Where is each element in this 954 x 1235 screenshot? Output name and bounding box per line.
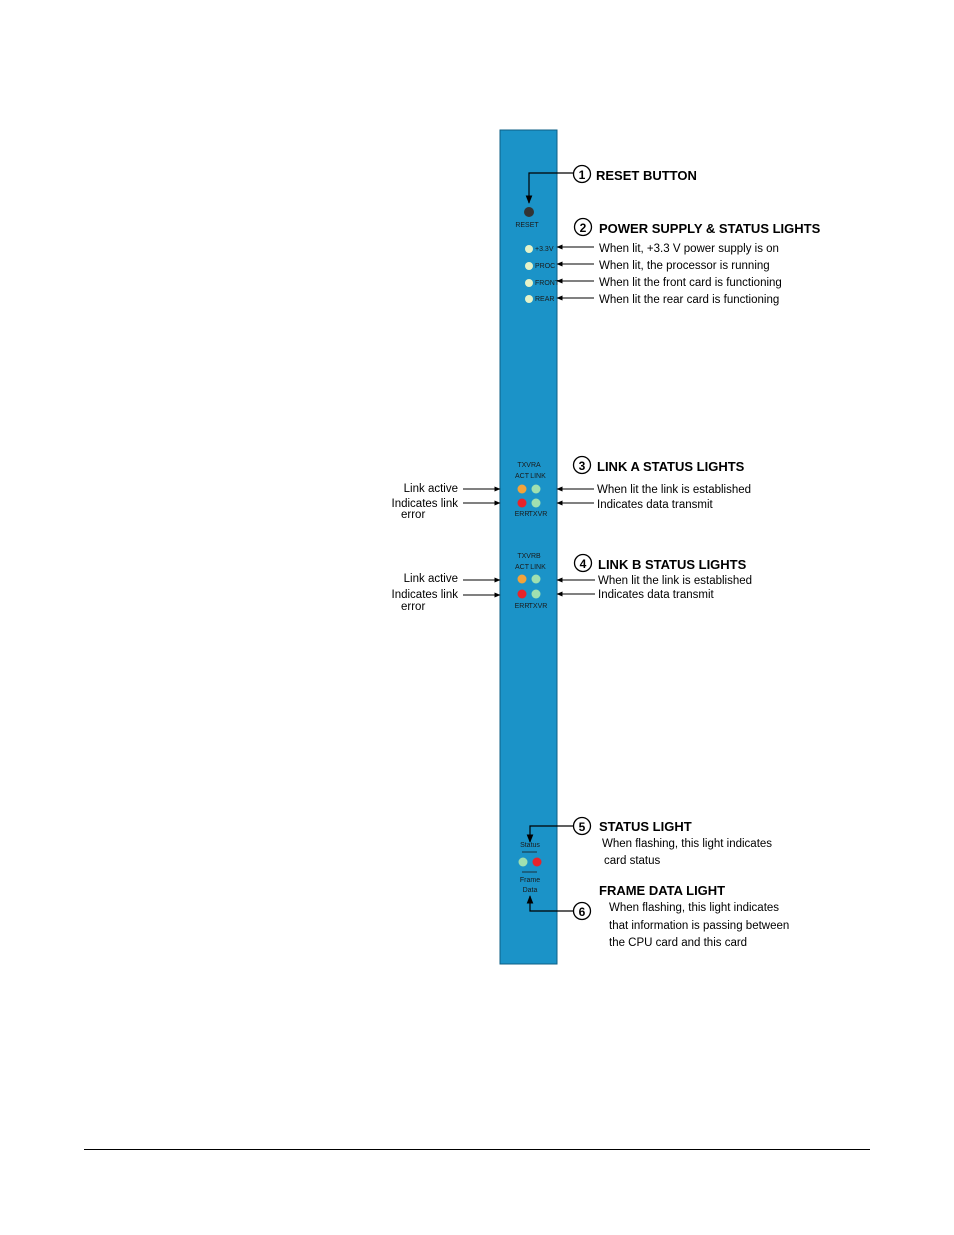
link-b-desc-2: Indicates data transmit (598, 589, 714, 601)
callout-2-title: POWER SUPPLY & STATUS LIGHTS (599, 221, 821, 236)
frame-label-2: Data (522, 887, 538, 894)
callout-5-number: 5 (578, 820, 586, 834)
callout-3-title: LINK A STATUS LIGHTS (597, 459, 745, 474)
link-a-header: TXVRA (517, 462, 541, 469)
link-b-left-3: error (401, 601, 426, 613)
led-link-a-txvr (532, 499, 541, 508)
power-desc-3: When lit the front card is functioning (599, 277, 782, 289)
callout-4-title: LINK B STATUS LIGHTS (598, 557, 747, 572)
link-b-err-label: ERR (514, 603, 530, 610)
led-frame-data (519, 858, 528, 867)
led-rear-label: REAR (535, 296, 555, 303)
link-a-left-2: Indicates link (391, 498, 458, 510)
reset-button[interactable] (524, 207, 534, 217)
link-b-act-label: ACT (515, 564, 529, 571)
link-b-left-1: Link active (403, 573, 458, 585)
link-a-left-3: error (401, 509, 426, 521)
link-a-desc-2: Indicates data transmit (597, 499, 713, 511)
link-b-txvr-label: TXVR (528, 603, 548, 610)
callout-2-number: 2 (579, 221, 587, 235)
callout-1-title: RESET BUTTON (596, 168, 697, 183)
card-panel (500, 130, 557, 964)
led-link-a-err (518, 499, 527, 508)
led-status (533, 858, 542, 867)
led-front (525, 279, 533, 287)
link-a-err-label: ERR (514, 511, 530, 518)
link-b-desc-1: When lit the link is established (598, 575, 753, 587)
reset-label: RESET (515, 222, 539, 229)
callout-1-number: 1 (578, 168, 586, 182)
led-link-a-link (532, 485, 541, 494)
led-link-b-txvr (532, 590, 541, 599)
link-a-txvr-label: TXVR (528, 511, 548, 518)
callout-5-title: STATUS LIGHT (599, 819, 692, 834)
frame-label-1: Frame (519, 877, 541, 884)
led-link-b-act (518, 575, 527, 584)
link-b-left-2: Indicates link (391, 589, 458, 601)
led-proc (525, 262, 533, 270)
status-label: Status (520, 842, 540, 849)
led-link-a-act (518, 485, 527, 494)
led-proc-label: PROC (535, 263, 556, 270)
frame-desc-1: When flashing, this light indicates (609, 902, 780, 914)
link-a-desc-1: When lit the link is established (597, 484, 752, 496)
footer-rule (84, 1149, 870, 1150)
led-3v3 (525, 245, 533, 253)
status-desc-1: When flashing, this light indicates (602, 838, 773, 850)
link-a-act-label: ACT (515, 473, 529, 480)
link-b-header: TXVRB (517, 553, 541, 560)
frame-desc-2: that information is passing between (609, 920, 790, 932)
callout-6-number: 6 (578, 905, 586, 919)
link-a-left-1: Link active (403, 483, 458, 495)
link-a-link-label: LINK (530, 473, 546, 480)
led-3v3-label: +3.3V (535, 246, 554, 253)
power-desc-2: When lit, the processor is running (599, 260, 770, 272)
link-b-link-label: LINK (530, 564, 546, 571)
power-desc-4: When lit the rear card is functioning (599, 294, 780, 306)
callout-4-number: 4 (579, 557, 587, 571)
led-link-b-err (518, 590, 527, 599)
led-link-b-link (532, 575, 541, 584)
status-desc-2: card status (604, 855, 661, 867)
power-desc-1: When lit, +3.3 V power supply is on (599, 243, 779, 255)
led-rear (525, 295, 533, 303)
led-front-label: FRONT (535, 280, 560, 287)
callout-6-title: FRAME DATA LIGHT (599, 883, 726, 898)
callout-3-number: 3 (578, 459, 586, 473)
frame-desc-3: the CPU card and this card (609, 937, 748, 949)
